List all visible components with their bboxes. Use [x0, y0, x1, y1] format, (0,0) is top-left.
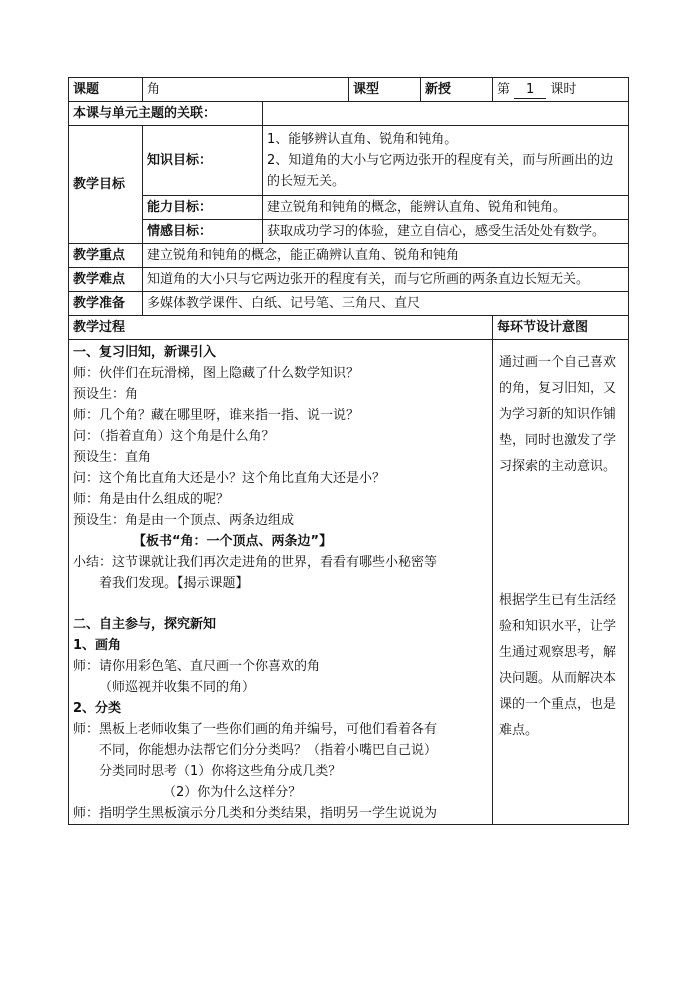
key-point-label: 教学重点 [69, 244, 143, 268]
difficulty-label: 教学难点 [69, 268, 143, 292]
dialog-line: 师：黑板上老师收集了一些你们画的角并编号，可他们看着各有 [73, 722, 438, 737]
dialog-line: 问：这个角比直角大还是小？这个角比直角大还是小？ [73, 471, 386, 486]
objectives-label: 教学目标 [69, 126, 143, 244]
intent-text: 通过画一个自己喜欢的角，复习旧知，又为学习新的知识作铺垫，同时也激发了学习探索的主动意识。 [499, 355, 617, 474]
emotion-row [69, 220, 629, 244]
emotion-label: 情感目标： [143, 220, 263, 244]
period-suffix: 课时 [550, 82, 577, 97]
relation-row [69, 102, 629, 126]
dialog-line: 师：请你用彩色笔、直尺画一个你喜欢的角 [73, 659, 321, 674]
knowledge-line: 1、能够辨认直角、锐角和钝角。 [267, 132, 458, 147]
relation-value [263, 102, 629, 126]
dialog-line: 问：（指着直角）这个角是什么角？ [73, 429, 275, 444]
knowledge-label: 知识目标： [143, 126, 263, 196]
subsection-title: 1、画角 [73, 638, 122, 653]
summary-line: 小结：这节课就让我们再次走进角的世界，看看有哪些小秘密等 [73, 555, 438, 570]
lesson-title: 角 [143, 78, 349, 102]
ability-label: 能力目标： [143, 196, 263, 220]
ability-value: 建立锐角和钝角的概念，能辨认直角、锐角和钝角。 [263, 196, 629, 220]
dialog-line: 师：角是由什么组成的呢？ [73, 492, 230, 507]
lesson-label: 课题 [69, 78, 143, 102]
process-content [69, 340, 493, 825]
intent-text: 根据学生已有生活经验和知识水平，让学生通过观察思考，解决问题。从而解决本课的一个重点，也是难点。 [499, 593, 617, 738]
process-header-row [69, 316, 629, 340]
dialog-line: 师：伙伴们在玩滑梯，图上隐藏了什么数学知识？ [73, 366, 360, 381]
ability-row [69, 196, 629, 220]
section-title: 一、复习旧知，新课引入 [73, 345, 217, 360]
preparation-label: 教学准备 [69, 292, 143, 316]
dialog-line: 师：指明学生黑板演示分几类和分类结果，指明另一学生说说为 [73, 806, 438, 821]
type-label: 课型 [349, 78, 421, 102]
intent-content [493, 340, 629, 825]
subsection-title: 2、分类 [73, 701, 122, 716]
emotion-value: 获取成功学习的体验，建立自信心，感受生活处处有数学。 [263, 220, 629, 244]
preparation-row [69, 292, 629, 316]
key-point-value: 建立锐角和钝角的概念，能正确辨认直角、锐角和钝角 [143, 244, 629, 268]
dialog-line: 不同，你能想办法帮它们分分类吗？（指着小嘴巴自己说） [99, 743, 438, 758]
type-value: 新授 [421, 78, 493, 102]
knowledge-line: 2、知道角的大小与它两边张开的程度有关，而与所画出的边的长短无关。 [267, 153, 614, 189]
knowledge-value [263, 126, 629, 196]
difficulty-row [69, 268, 629, 292]
spacer [73, 594, 488, 614]
period-cell [493, 78, 629, 102]
summary-line: 着我们发现。【揭示课题】 [99, 576, 249, 591]
process-label: 教学过程 [69, 316, 493, 340]
board-writing: 【板书“角：一个顶点、两条边”】 [133, 534, 333, 549]
period-prefix: 第 [497, 82, 511, 97]
dialog-line: 预设生：角是由一个顶点、两条边组成 [73, 513, 295, 528]
knowledge-row [69, 126, 629, 196]
dialog-line: 分类同时思考（1）你将这些角分成几类？ [99, 764, 342, 779]
section-title: 二、自主参与，探究新知 [73, 617, 217, 632]
lesson-plan-table [68, 77, 629, 825]
process-body-row [69, 340, 629, 825]
key-point-row [69, 244, 629, 268]
lesson-plan-page [68, 77, 628, 825]
period-number: 1 [514, 82, 546, 99]
dialog-line: 师：几个角？藏在哪里呀，谁来指一指、说一说？ [73, 408, 360, 423]
dialog-line: （师巡视并收集不同的角） [99, 680, 256, 695]
dialog-line: （2）你为什么这样分？ [163, 785, 302, 800]
intent-label: 每环节设计意图 [493, 316, 629, 340]
header-row [69, 78, 629, 102]
dialog-line: 预设生：角 [73, 387, 139, 402]
relation-label: 本课与单元主题的关联： [69, 102, 263, 126]
difficulty-value: 知道角的大小只与它两边张开的程度有关，而与它所画的两条直边长短无关。 [143, 268, 629, 292]
dialog-line: 预设生：直角 [73, 450, 152, 465]
preparation-value: 多媒体教学课件、白纸、记号笔、三角尺、直尺 [143, 292, 629, 316]
